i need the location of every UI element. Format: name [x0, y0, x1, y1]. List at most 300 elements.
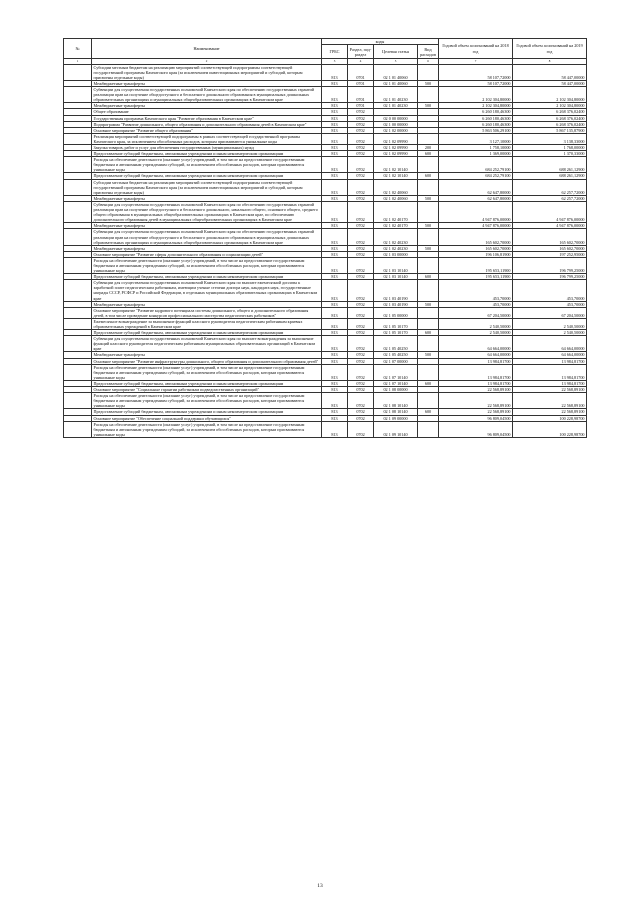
cell-csr: 02 1 02 09990 — [374, 133, 418, 144]
cell-razdel: 0702 — [348, 109, 374, 115]
cell-grbs: 813 — [322, 201, 348, 222]
cell-2018: 22 568,89100 — [439, 387, 513, 393]
cell-razdel: 0702 — [348, 330, 374, 336]
cell-2019: 1 768,00000 — [513, 145, 587, 151]
cell-2019: 2 540,50000 — [513, 318, 587, 329]
cell-razdel: 0702 — [348, 421, 374, 437]
cell-2019: 62 257,72000 — [513, 179, 587, 195]
cell-2018: 165 602,70000 — [439, 229, 513, 245]
cell-vr — [418, 364, 439, 380]
cell-2019: 13 984,81700 — [513, 380, 587, 386]
cell-2018: 2 540,50000 — [439, 318, 513, 329]
cell-2019: 58 447,00000 — [513, 64, 587, 80]
cell-num — [64, 87, 92, 103]
cell-grbs: 813 — [322, 336, 348, 352]
cell-grbs: 813 — [322, 358, 348, 364]
cell-grbs: 813 — [322, 195, 348, 201]
cell-2018: 58 107,72000 — [439, 80, 513, 86]
cell-razdel: 0702 — [348, 280, 374, 301]
cell-vr: 500 — [418, 301, 439, 307]
cell-vr: 600 — [418, 274, 439, 280]
cell-name: Подпрограмма "Развитие дошкольного, общего образования и дополнительного образования детей в Камчатском крае" — [92, 121, 322, 127]
cell-razdel: 0702 — [348, 115, 374, 121]
cell-vr — [418, 280, 439, 301]
cell-2019: 688 261,12900 — [513, 173, 587, 179]
cell-grbs: 813 — [322, 301, 348, 307]
cell-csr: 02 0 00 00000 — [374, 115, 418, 121]
cell-name: Основное мероприятие "Развитие сферы дополнительного образования и социализации детей" — [92, 251, 322, 257]
table-row — [64, 364, 587, 380]
header-vr: Вид расходов — [418, 45, 439, 59]
table-row — [64, 201, 587, 222]
cell-vr — [418, 201, 439, 222]
cell-csr: 02 1 02 40170 — [374, 201, 418, 222]
cell-2019: 165 602,70000 — [513, 229, 587, 245]
cell-razdel: 0702 — [348, 364, 374, 380]
cell-vr: 600 — [418, 409, 439, 415]
cell-razdel: 0702 — [348, 145, 374, 151]
cell-2018: 67 204,50000 — [439, 307, 513, 318]
cell-2019: 3 138,33000 — [513, 133, 587, 144]
cell-grbs: 813 — [322, 387, 348, 393]
cell-grbs: 813 — [322, 179, 348, 195]
cell-grbs: 813 — [322, 64, 348, 80]
cell-csr: 02 1 01 40060 — [374, 80, 418, 86]
cell-razdel: 0702 — [348, 121, 374, 127]
cell-csr: 02 1 07 10140 — [374, 364, 418, 380]
cell-name: Субвенции для осуществления государственных полномочий Камчатского края по выплате вознаграждения за выполнение функций классного руководителя педагогическим работникам муниципальных образовательных организаций в Камчатском крае — [92, 336, 322, 352]
table-row — [64, 421, 587, 437]
cell-name: Предоставление субсидий бюджетным, автономным учреждениям и иным некоммерческим организациям — [92, 409, 322, 415]
cell-2018: 2 102 304,80000 — [439, 103, 513, 109]
table-row — [64, 393, 587, 409]
cell-2018: 165 602,70000 — [439, 245, 513, 251]
cell-razdel: 0702 — [348, 133, 374, 144]
cell-grbs: 813 — [322, 330, 348, 336]
table-body — [64, 64, 587, 437]
header-codes: коды — [322, 39, 439, 45]
cell-2018: 96 809,04500 — [439, 415, 513, 421]
table-row — [64, 257, 587, 273]
cell-grbs: 813 — [322, 251, 348, 257]
cell-2018: 58 107,72000 — [439, 64, 513, 80]
cell-2018: 6 260 180,46300 — [439, 115, 513, 121]
cell-2019: 197 252,95000 — [513, 251, 587, 257]
cell-2018: 196 106,81900 — [439, 251, 513, 257]
cell-csr: 02 1 07 00000 — [374, 358, 418, 364]
cell-razdel: 0702 — [348, 318, 374, 329]
cell-name: Межбюджетные трансферты — [92, 80, 322, 86]
cell-name: Субвенции для осуществления государственных полномочий Камчатского края по обеспечению государственных гарантий реализации прав на получение общедоступного и бесплатного дошкольного образования в муниципальных дошкольных образовательных организациях и муниципальных общеобразовательных организациях в Камчатском крае — [92, 229, 322, 245]
cell-csr: 02 1 02 09990 — [374, 151, 418, 157]
cell-csr: 02 1 01 40230 — [374, 87, 418, 103]
cell-num — [64, 179, 92, 195]
cell-csr: 02 1 09 00000 — [374, 415, 418, 421]
cell-csr: 02 1 02 40060 — [374, 195, 418, 201]
cell-grbs: 813 — [322, 127, 348, 133]
cell-grbs: 813 — [322, 393, 348, 409]
cell-name: Предоставление субсидий бюджетным, автономным учреждениям и иным некоммерческим организациям — [92, 380, 322, 386]
cell-2018: 6 260 180,46300 — [439, 109, 513, 115]
cell-name: Расходы на обеспечение деятельности (оказание услуг) учреждений, в том числе на предоставление государственным бюджетным и автономным учреждениям субсидий, за исключением обособленных расходов, которым присваиваются уникальные коды — [92, 393, 322, 409]
cell-razdel: 0702 — [348, 157, 374, 173]
header-2019: Годовой объем ассигнований на 2019 год — [513, 39, 587, 59]
cell-name: Межбюджетные трансферты — [92, 301, 322, 307]
cell-vr — [418, 179, 439, 195]
cell-grbs: 813 — [322, 421, 348, 437]
table-row — [64, 179, 587, 195]
cell-csr: 02 1 00 00000 — [374, 121, 418, 127]
cell-2018: 96 809,04500 — [439, 421, 513, 437]
cell-razdel: 0702 — [348, 393, 374, 409]
cell-name: Предоставление субсидий бюджетным, автономным учреждениям и иным некоммерческим организациям — [92, 173, 322, 179]
cell-2019: 196 799,25000 — [513, 274, 587, 280]
cell-2019: 22 568,89100 — [513, 387, 587, 393]
cell-csr: 02 1 05 10170 — [374, 318, 418, 329]
cell-grbs: 813 — [322, 409, 348, 415]
cell-vr — [418, 157, 439, 173]
header-index: 2 — [92, 59, 322, 65]
cell-name: Межбюджетные трансферты — [92, 352, 322, 358]
cell-grbs: 813 — [322, 80, 348, 86]
cell-name: Межбюджетные трансферты — [92, 195, 322, 201]
cell-grbs: 813 — [322, 151, 348, 157]
cell-2019: 64 664,00000 — [513, 336, 587, 352]
cell-grbs: 813 — [322, 307, 348, 318]
cell-2019: 4 947 876,00000 — [513, 223, 587, 229]
cell-grbs: 813 — [322, 415, 348, 421]
cell-razdel: 0702 — [348, 229, 374, 245]
table-row — [64, 318, 587, 329]
cell-2019: 688 261,12900 — [513, 157, 587, 173]
cell-2019: 58 447,00000 — [513, 80, 587, 86]
cell-2018: 13 984,81700 — [439, 358, 513, 364]
cell-vr — [418, 257, 439, 273]
cell-name: Предоставление субсидий бюджетным, автономным учреждениям и иным некоммерческим организациям — [92, 274, 322, 280]
cell-2018: 62 647,80000 — [439, 179, 513, 195]
cell-razdel: 0701 — [348, 64, 374, 80]
cell-grbs: 813 — [322, 103, 348, 109]
cell-razdel: 0702 — [348, 336, 374, 352]
cell-csr: 02 1 02 40170 — [374, 223, 418, 229]
cell-grbs: 813 — [322, 364, 348, 380]
cell-2018: 3 127,10000 — [439, 133, 513, 144]
cell-razdel: 0701 — [348, 87, 374, 103]
cell-vr: 200 — [418, 145, 439, 151]
cell-name: Основное мероприятие "Развитие общего образования" — [92, 127, 322, 133]
cell-vr — [418, 229, 439, 245]
cell-vr: 600 — [418, 380, 439, 386]
cell-grbs: 813 — [322, 109, 348, 115]
cell-csr: 02 1 02 40060 — [374, 179, 418, 195]
header-csr: Целевая статья — [374, 45, 418, 59]
table-row — [64, 280, 587, 301]
cell-name: Общее образование — [92, 109, 322, 115]
cell-name: Ежемесячное вознаграждение за выполнение функций классного руководителя педагогическим работникам краевых образовательных учреждений в Камчатском крае — [92, 318, 322, 329]
cell-num — [64, 157, 92, 173]
cell-grbs: 813 — [322, 274, 348, 280]
cell-razdel: 0702 — [348, 245, 374, 251]
cell-name: Основное мероприятие "Развитие кадрового потенциала системы дошкольного, общего и дополнительного образования детей, в том числе проведение конкурсов профессионального мастерства педагогических работников" — [92, 307, 322, 318]
cell-csr: 02 1 02 40230 — [374, 245, 418, 251]
cell-2019: 13 984,81700 — [513, 358, 587, 364]
header-name: Наименование — [92, 39, 322, 59]
cell-num — [64, 393, 92, 409]
cell-grbs: 813 — [322, 145, 348, 151]
cell-name: Расходы на обеспечение деятельности (оказание услуг) учреждений, в том числе на предоставление государственным бюджетным и автономным учреждениям субсидий, за исключением обособленных расходов, которым присваиваются уникальные коды — [92, 421, 322, 437]
cell-csr: 02 1 02 10140 — [374, 173, 418, 179]
table-row — [64, 336, 587, 352]
cell-2018: 13 984,81700 — [439, 380, 513, 386]
cell-num — [64, 201, 92, 222]
cell-2018: 195 653,11900 — [439, 257, 513, 273]
cell-2019: 4 947 876,00000 — [513, 201, 587, 222]
cell-name: Предоставление субсидий бюджетным, автономным учреждениям и иным некоммерческим организациям — [92, 151, 322, 157]
table-row — [64, 157, 587, 173]
cell-csr: 02 1 01 40230 — [374, 103, 418, 109]
cell-num — [64, 318, 92, 329]
cell-vr — [418, 421, 439, 437]
cell-num — [64, 364, 92, 380]
cell-2019: 453,70000 — [513, 280, 587, 301]
cell-num — [64, 280, 92, 301]
cell-num — [64, 257, 92, 273]
cell-razdel: 0702 — [348, 201, 374, 222]
cell-num — [64, 229, 92, 245]
cell-vr — [418, 64, 439, 80]
cell-vr — [418, 318, 439, 329]
cell-name: Межбюджетные трансферты — [92, 103, 322, 109]
cell-2019: 64 664,00000 — [513, 352, 587, 358]
cell-2018: 62 647,80000 — [439, 195, 513, 201]
cell-razdel: 0702 — [348, 274, 374, 280]
cell-name: Межбюджетные трансферты — [92, 245, 322, 251]
cell-num — [64, 133, 92, 144]
cell-vr: 500 — [418, 80, 439, 86]
cell-razdel: 0702 — [348, 301, 374, 307]
header-grbs: ГРБС — [322, 45, 348, 59]
cell-2019: 62 257,72000 — [513, 195, 587, 201]
cell-2018: 1 758,10000 — [439, 145, 513, 151]
header-2018: Годовой объем ассигнований на 2018 год — [439, 39, 513, 59]
cell-vr: 500 — [418, 245, 439, 251]
cell-grbs: 813 — [322, 318, 348, 329]
cell-grbs: 813 — [322, 121, 348, 127]
table-row — [64, 87, 587, 103]
cell-2018: 453,70000 — [439, 280, 513, 301]
cell-name: Государственная программа Камчатского края "Развитие образования в Камчатском крае" — [92, 115, 322, 121]
table-row — [64, 307, 587, 318]
header-num: № — [64, 39, 92, 59]
cell-name: Реализация мероприятий соответствующей подпрограммы в рамках соответствующей государственной программы Камчатского края, за исключением обособленных расходов, которым присваиваются уникальные коды — [92, 133, 322, 144]
cell-razdel: 0702 — [348, 195, 374, 201]
cell-name: Предоставление субсидий бюджетным, автономным учреждениям и иным некоммерческим организациям — [92, 330, 322, 336]
cell-2018: 22 568,89100 — [439, 409, 513, 415]
cell-grbs: 813 — [322, 87, 348, 103]
cell-2019: 1 370,33000 — [513, 151, 587, 157]
cell-2018: 684 252,79100 — [439, 173, 513, 179]
cell-csr: 02 1 02 10140 — [374, 157, 418, 173]
cell-2018: 195 653,11900 — [439, 274, 513, 280]
cell-2019: 100 228,98700 — [513, 421, 587, 437]
cell-2018: 4 947 876,00000 — [439, 201, 513, 222]
table-header — [64, 39, 587, 65]
cell-2018: 13 984,81700 — [439, 364, 513, 380]
cell-grbs: 813 — [322, 257, 348, 273]
cell-2018: 5 863 506,29100 — [439, 127, 513, 133]
budget-table — [63, 38, 587, 438]
cell-razdel: 0702 — [348, 387, 374, 393]
cell-razdel: 0702 — [348, 358, 374, 364]
cell-grbs: 813 — [322, 115, 348, 121]
cell-2019: 13 984,81700 — [513, 364, 587, 380]
cell-2019: 2 102 304,80000 — [513, 103, 587, 109]
cell-grbs: 813 — [322, 245, 348, 251]
header-index: 5 — [374, 59, 418, 65]
cell-vr — [418, 133, 439, 144]
cell-2019: 100 228,98700 — [513, 415, 587, 421]
cell-num — [64, 421, 92, 437]
cell-razdel: 0701 — [348, 80, 374, 86]
cell-razdel: 0702 — [348, 251, 374, 257]
cell-csr: 02 1 03 40190 — [374, 280, 418, 301]
cell-num — [64, 336, 92, 352]
cell-csr: 02 1 01 40060 — [374, 64, 418, 80]
cell-csr: 02 1 02 00000 — [374, 127, 418, 133]
cell-2019: 2 540,50000 — [513, 330, 587, 336]
cell-vr: 600 — [418, 330, 439, 336]
cell-vr — [418, 307, 439, 318]
cell-vr: 600 — [418, 151, 439, 157]
cell-name: Основное мероприятие "Социальные гарантии работникам подведомственных организаций" — [92, 387, 322, 393]
cell-2019: 22 568,89100 — [513, 409, 587, 415]
cell-2019: 6 268 376,02400 — [513, 115, 587, 121]
cell-grbs: 813 — [322, 157, 348, 173]
cell-2019: 6 268 376,02400 — [513, 109, 587, 115]
cell-csr: 02 1 08 10140 — [374, 393, 418, 409]
header-index: 6 — [418, 59, 439, 65]
cell-csr: 02 1 03 10140 — [374, 274, 418, 280]
cell-grbs: 813 — [322, 173, 348, 179]
cell-name: Расходы на обеспечение деятельности (оказание услуг) учреждений, в том числе на предоставление государственным бюджетным и автономным учреждениям субсидий, за исключением обособленных расходов, которым присваиваются уникальные коды — [92, 157, 322, 173]
cell-name: Субсидии местным бюджетам на реализацию мероприятий соответствующей подпрограммы соответствующей государственной программы Камчатского края (за исключением инвестиционных мероприятий и субсидий, которым присвоены отдельные коды) — [92, 179, 322, 195]
cell-vr — [418, 87, 439, 103]
cell-2018: 64 664,00000 — [439, 352, 513, 358]
cell-razdel: 0702 — [348, 307, 374, 318]
cell-razdel: 0702 — [348, 127, 374, 133]
cell-2019: 2 102 304,80000 — [513, 87, 587, 103]
cell-razdel: 0702 — [348, 415, 374, 421]
cell-2019: 5 867 135,87900 — [513, 127, 587, 133]
cell-name: Межбюджетные трансферты — [92, 223, 322, 229]
page-number: 13 — [317, 883, 323, 889]
cell-2018: 6 260 180,46300 — [439, 121, 513, 127]
cell-grbs: 813 — [322, 352, 348, 358]
cell-csr: 02 1 05 10170 — [374, 330, 418, 336]
cell-razdel: 0702 — [348, 151, 374, 157]
table-row — [64, 229, 587, 245]
header-razdel: Раздел, под-раздел — [348, 45, 374, 59]
cell-grbs: 813 — [322, 229, 348, 245]
cell-csr: 02 1 08 00000 — [374, 387, 418, 393]
cell-2019: 67 204,50000 — [513, 307, 587, 318]
cell-2019: 22 568,89100 — [513, 393, 587, 409]
cell-2018: 4 947 876,00000 — [439, 223, 513, 229]
cell-vr — [418, 393, 439, 409]
table-row — [64, 133, 587, 144]
cell-csr: 02 1 07 10140 — [374, 380, 418, 386]
cell-grbs: 813 — [322, 223, 348, 229]
cell-name: Субвенции для осуществления государственных полномочий Камчатского края по обеспечению государственных гарантий реализации прав на получение общедоступного и бесплатного дошкольного образования в муниципальных дошкольных образовательных организациях и муниципальных общеобразовательных организациях в Камчатском крае — [92, 87, 322, 103]
cell-name: Закупка товаров, работ и услуг для обеспечения государственных (муниципальных) нужд — [92, 145, 322, 151]
cell-vr: 500 — [418, 352, 439, 358]
cell-razdel: 0702 — [348, 352, 374, 358]
cell-csr: 02 1 03 00000 — [374, 251, 418, 257]
cell-2018: 684 252,79100 — [439, 157, 513, 173]
cell-2018: 22 568,89100 — [439, 393, 513, 409]
header-index: 8 — [513, 59, 587, 65]
table-row — [64, 64, 587, 80]
cell-csr: 02 1 03 40190 — [374, 301, 418, 307]
cell-razdel: 0702 — [348, 409, 374, 415]
cell-grbs: 813 — [322, 380, 348, 386]
cell-vr: 600 — [418, 173, 439, 179]
cell-name: Субвенции для осуществления государственных полномочий Камчатского края по выплате ежемесячной доплаты к заработной плате педагогическим работникам, имеющим ученые степени доктора наук, кандидата наук, государственные награды СССР, РСФСР и Российской Федерации, в отдельных муниципальных образовательных организациях в Камчатском крае — [92, 280, 322, 301]
cell-name: Субвенции для осуществления государственных полномочий Камчатского края по обеспечению государственных гарантий реализации прав на получение общедоступного и бесплатного дошкольного, начального общего, основного общего, среднего общего образования в муниципальных общеобразовательных организациях в Камчатском крае, по обеспечению дополнительного образования детей в муниципальных общеобразовательных организациях в Камчатском крае — [92, 201, 322, 222]
cell-vr: 500 — [418, 195, 439, 201]
header-index: 4 — [348, 59, 374, 65]
cell-2018: 2 102 304,80000 — [439, 87, 513, 103]
budget-sheet — [63, 38, 586, 438]
cell-name: Расходы на обеспечение деятельности (оказание услуг) учреждений, в том числе на предоставление государственным бюджетным и автономным учреждениям субсидий, за исключением обособленных расходов, которым присваиваются уникальные коды — [92, 364, 322, 380]
cell-2019: 196 799,25000 — [513, 257, 587, 273]
cell-csr: 02 1 05 00000 — [374, 307, 418, 318]
header-index: 7 — [439, 59, 513, 65]
cell-razdel: 0702 — [348, 380, 374, 386]
cell-razdel: 0702 — [348, 179, 374, 195]
header-index: 3 — [322, 59, 348, 65]
cell-razdel: 0702 — [348, 173, 374, 179]
cell-name: Основное мероприятие "Развитие инфраструктуры дошкольного, общего образования и дополнительного образования детей" — [92, 358, 322, 364]
cell-2018: 64 664,00000 — [439, 336, 513, 352]
cell-grbs: 813 — [322, 133, 348, 144]
cell-num — [64, 64, 92, 80]
cell-csr: 02 1 09 10140 — [374, 421, 418, 437]
cell-razdel: 0702 — [348, 257, 374, 273]
cell-csr: 02 1 08 10140 — [374, 409, 418, 415]
cell-name: Основное мероприятие "Обеспечение социальной поддержки обучающихся" — [92, 415, 322, 421]
cell-csr: 02 1 03 10140 — [374, 257, 418, 273]
cell-csr: 02 1 02 09990 — [374, 145, 418, 151]
cell-num — [64, 307, 92, 318]
cell-2019: 453,70000 — [513, 301, 587, 307]
cell-csr: 02 1 05 40250 — [374, 336, 418, 352]
cell-csr: 02 1 02 40230 — [374, 229, 418, 245]
cell-name: Расходы на обеспечение деятельности (оказание услуг) учреждений, в том числе на предоставление государственным бюджетным и автономным учреждениям субсидий, за исключением обособленных расходов, которым присваиваются уникальные коды — [92, 257, 322, 273]
header-index: 1 — [64, 59, 92, 65]
cell-vr: 500 — [418, 103, 439, 109]
cell-csr: 02 1 05 40250 — [374, 352, 418, 358]
cell-vr — [418, 336, 439, 352]
cell-2018: 2 540,50000 — [439, 330, 513, 336]
cell-name: Субсидии местным бюджетам на реализацию мероприятий соответствующей подпрограммы соответствующей государственной программы Камчатского края (за исключением инвестиционных мероприятий и субсидий, которым присвоены отдельные коды) — [92, 64, 322, 80]
cell-2019: 6 268 376,02400 — [513, 121, 587, 127]
cell-grbs: 813 — [322, 280, 348, 301]
cell-razdel: 0702 — [348, 223, 374, 229]
cell-2019: 165 602,70000 — [513, 245, 587, 251]
cell-razdel: 0701 — [348, 103, 374, 109]
cell-2018: 453,70000 — [439, 301, 513, 307]
